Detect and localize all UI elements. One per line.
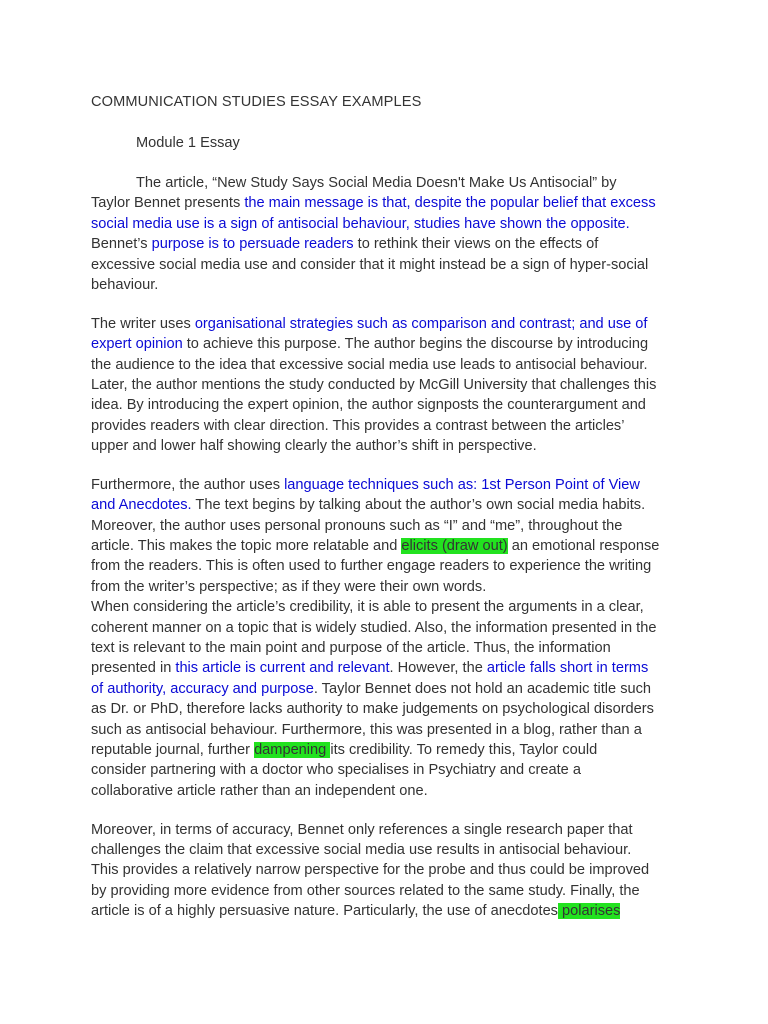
text-line [91,275,691,295]
text-run: its credibility. To remedy this, Taylor could [330,741,598,758]
text-line [91,597,691,617]
text-line [91,638,691,658]
module-heading: Module 1 Essay [136,135,240,151]
text-run: from the writer’s perspective; as if they were their own words. [91,578,487,595]
highlighted-word: elicits (draw out) [401,538,508,555]
text-run: Taylor Bennet presents [91,195,245,212]
text-line [91,556,691,576]
text-line [91,436,691,456]
text-run: The writer uses [91,315,195,332]
annotated-phrase: social media use is a sign of antisocial behaviour, studies have shown the opposite. [91,215,630,232]
annotated-phrase: expert opinion [91,336,183,353]
text-run: idea. By introducing the expert opinion, the author signposts the counterargument and [91,397,646,414]
text-run: from the readers. This is often used to further engage readers to experience the writing [91,558,652,575]
text-line [91,577,691,597]
text-line [91,255,691,275]
text-line [91,536,691,556]
annotated-phrase: organisational strategies such as comparison and contrast; and use of [194,315,648,332]
text-run: as Dr. or PhD, therefore lacks authority to make judgements on psychological disorders [91,701,654,718]
text-run: challenges the claim that excessive social media use results in antisocial behaviour. [91,841,632,858]
text-run: . Taylor Bennet does not hold an academic title such [313,680,652,697]
highlighted-word: dampening [254,741,331,758]
text-line [91,214,691,234]
text-line [91,416,691,436]
essay-paragraph [91,475,691,801]
text-line [91,781,691,801]
text-line [91,618,691,638]
text-line [91,516,691,536]
annotated-phrase: purpose is to persuade readers [151,236,354,253]
essay-paragraph [91,173,691,295]
annotated-phrase: and Anecdotes. [91,497,192,514]
text-run: . However, the [389,660,487,677]
text-line [91,334,691,354]
text-run: article is of a highly persuasive nature. Particularly, the use of anecdotes [91,903,558,920]
text-run: collaborative article rather than an independent one. [91,782,428,799]
text-line [91,679,691,699]
text-line [91,193,691,213]
essay-paragraph [91,820,691,922]
text-line [91,355,691,375]
text-run: an emotional response [507,538,660,555]
paragraph-gap [91,801,691,819]
text-line [91,740,691,760]
text-run: such as antisocial behaviour. Furthermore, this was presented in a blog, rather than a [91,721,642,738]
text-line [91,860,691,880]
text-line [91,395,691,415]
text-line [91,760,691,780]
text-run: Later, the author mentions the study conducted by McGill University that challenges this [91,376,657,393]
document-title: COMMUNICATION STUDIES ESSAY EXAMPLES [91,94,422,110]
text-run: Moreover, in terms of accuracy, Bennet only references a single research paper that [91,821,633,838]
text-run: behaviour. [91,276,159,293]
text-line [91,840,691,860]
text-run: When considering the article’s credibility, it is able to present the arguments in a clear, [91,599,644,616]
text-run: The text begins by talking about the author’s own social media habits. [191,497,646,514]
paragraph-gap [91,456,691,474]
text-run: consider partnering with a doctor who specialises in Psychiatry and create a [91,762,581,779]
text-line [91,173,691,193]
text-line [91,820,691,840]
text-run: presented in [91,660,176,677]
text-line [91,881,691,901]
annotated-phrase: of authority, accuracy and purpose [91,680,314,697]
text-run: reputable journal, further [91,741,255,758]
text-line [91,658,691,678]
highlighted-word: polarises [557,903,621,920]
text-line [91,720,691,740]
text-run: provides readers with clear direction. This provides a contrast between the articles’ [91,417,625,434]
annotated-phrase: article falls short in terms [486,660,649,677]
text-line [91,901,691,921]
text-run: This provides a relatively narrow perspective for the probe and thus could be improved [91,862,650,879]
text-run: to rethink their views on the effects of [353,236,599,253]
text-run: Moreover, the author uses personal pronouns such as “I” and “me”, throughout the [91,517,623,534]
text-line [91,314,691,334]
text-run: upper and lower half showing clearly the author’s shift in perspective. [91,438,537,455]
text-run: by providing more evidence from other sources related to the same study. Finally, the [91,882,640,899]
text-run: Furthermore, the author uses [91,476,285,493]
paragraph-gap [91,295,691,313]
annotated-phrase: language techniques such as: 1st Person Point of View [284,476,640,493]
text-run: The article, “New Study Says Social Media Doesn't Make Us Antisocial” by [136,175,617,191]
annotated-phrase: the main message is that, despite the popular belief that excess [244,195,656,212]
annotated-phrase: this article is current and relevant [175,660,390,677]
text-run: excessive social media use and consider that it might instead be a sign of hyper-social [91,256,649,273]
text-line [91,495,691,515]
text-line [91,375,691,395]
text-line [91,699,691,719]
text-run: to achieve this purpose. The author begins the discourse by introducing [182,336,649,353]
text-line [91,475,691,495]
text-line [91,234,691,254]
text-run: text is relevant to the main point and purpose of the article. Thus, the information [91,639,611,656]
text-run: article. This makes the topic more relatable and [91,538,402,555]
text-run: the audience to the idea that excessive social media use leads to antisocial behaviour. [91,356,648,373]
text-run: coherent manner on a topic that is widely studied. Also, the information presented in the [91,619,657,636]
essay-paragraph [91,314,691,457]
text-run: Bennet’s [91,236,152,253]
essay-body [91,173,691,921]
